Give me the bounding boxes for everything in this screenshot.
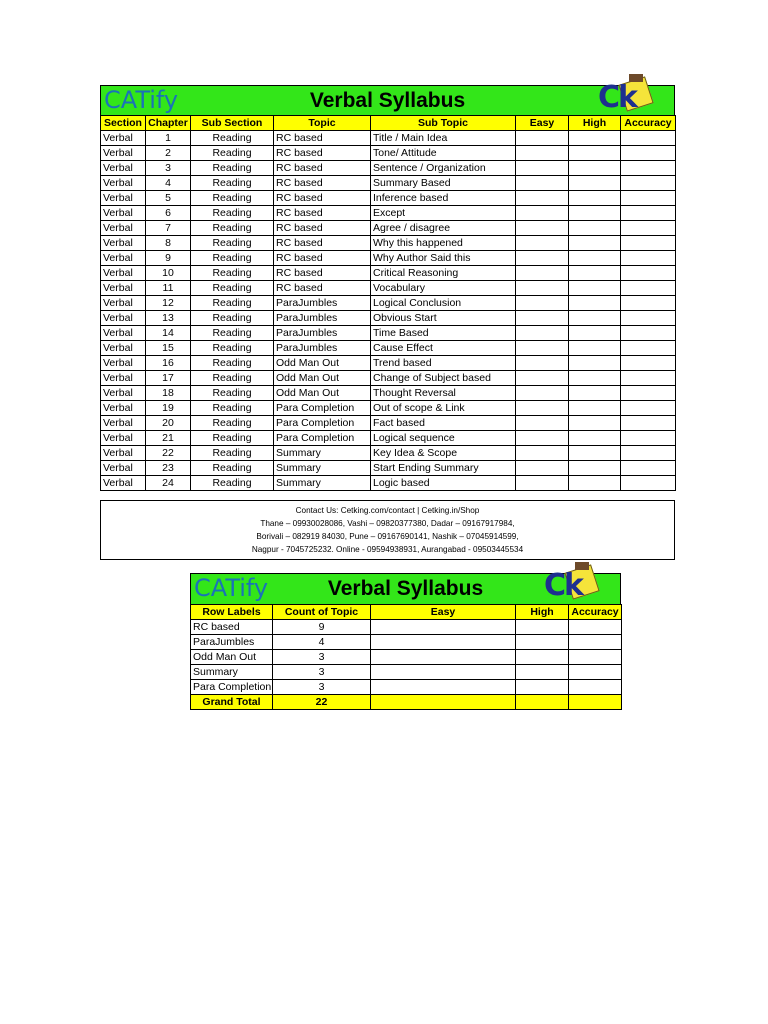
table-cell: Reading xyxy=(191,386,274,401)
table-cell[interactable] xyxy=(569,296,621,311)
table-cell: 24 xyxy=(146,476,191,491)
table-row xyxy=(101,461,676,476)
table-cell: Para Completion xyxy=(274,401,371,416)
column-header: Sub Section xyxy=(191,116,274,131)
table-cell: RC based xyxy=(274,161,371,176)
table-cell: RC based xyxy=(274,221,371,236)
table-cell: Time Based xyxy=(371,326,516,341)
table-cell[interactable] xyxy=(569,266,621,281)
table-cell: Reading xyxy=(191,131,274,146)
table-cell: Verbal xyxy=(101,356,146,371)
sheet-title: Verbal Syllabus xyxy=(309,89,466,112)
table-cell[interactable] xyxy=(516,461,569,476)
table-cell[interactable] xyxy=(516,161,569,176)
table-cell[interactable] xyxy=(621,401,676,416)
table-cell: Verbal xyxy=(101,266,146,281)
table-cell[interactable] xyxy=(569,635,622,650)
table-cell: Verbal xyxy=(101,161,146,176)
table-cell[interactable] xyxy=(516,281,569,296)
table-cell xyxy=(569,695,622,710)
table-cell: Reading xyxy=(191,176,274,191)
table-cell[interactable] xyxy=(569,146,621,161)
grand-total-row xyxy=(191,695,622,710)
table-cell: Verbal xyxy=(101,461,146,476)
table-cell[interactable] xyxy=(516,650,569,665)
table-cell: Reading xyxy=(191,161,274,176)
table-cell: 21 xyxy=(146,431,191,446)
table-cell: Verbal xyxy=(101,281,146,296)
table-cell[interactable] xyxy=(371,635,516,650)
table-cell[interactable] xyxy=(516,635,569,650)
table-cell: Reading xyxy=(191,296,274,311)
table-cell: Verbal xyxy=(101,221,146,236)
syllabus-sheet xyxy=(100,80,675,491)
table-cell: Verbal xyxy=(101,341,146,356)
table-cell: Para Completion xyxy=(191,680,273,695)
column-header: Row Labels xyxy=(191,605,273,620)
table-row xyxy=(101,131,676,146)
table-cell[interactable] xyxy=(516,131,569,146)
table-cell: Reading xyxy=(191,281,274,296)
table-cell[interactable] xyxy=(516,431,569,446)
table-cell[interactable] xyxy=(516,401,569,416)
table-cell[interactable] xyxy=(371,620,516,635)
table-cell: Para Completion xyxy=(274,416,371,431)
table-cell: Verbal xyxy=(101,326,146,341)
table-cell: RC based xyxy=(191,620,273,635)
table-cell: 12 xyxy=(146,296,191,311)
table-cell: 5 xyxy=(146,191,191,206)
table-cell[interactable] xyxy=(569,356,621,371)
table-cell: 10 xyxy=(146,266,191,281)
table-cell[interactable] xyxy=(569,221,621,236)
table-cell[interactable] xyxy=(621,341,676,356)
table-cell: Summary xyxy=(274,476,371,491)
ck-logo-icon: Ck xyxy=(544,562,606,606)
table-cell: Vocabulary xyxy=(371,281,516,296)
table-cell: Tone/ Attitude xyxy=(371,146,516,161)
table-cell[interactable] xyxy=(516,311,569,326)
table-cell: Reading xyxy=(191,221,274,236)
table-cell: 19 xyxy=(146,401,191,416)
table-cell[interactable] xyxy=(621,191,676,206)
table-cell[interactable] xyxy=(569,620,622,635)
table-cell: 7 xyxy=(146,221,191,236)
table-cell: 4 xyxy=(273,635,371,650)
table-cell: RC based xyxy=(274,131,371,146)
table-cell[interactable] xyxy=(621,296,676,311)
table-cell: 15 xyxy=(146,341,191,356)
table-cell[interactable] xyxy=(516,266,569,281)
table-cell[interactable] xyxy=(516,446,569,461)
table-cell[interactable] xyxy=(621,461,676,476)
pivot-banner xyxy=(190,568,621,604)
column-header: Accuracy xyxy=(621,116,676,131)
table-cell[interactable] xyxy=(516,251,569,266)
table-cell: Except xyxy=(371,206,516,221)
table-cell[interactable] xyxy=(569,326,621,341)
table-cell[interactable] xyxy=(516,371,569,386)
table-cell[interactable] xyxy=(516,665,569,680)
table-cell: Logic based xyxy=(371,476,516,491)
table-cell: Summary xyxy=(191,665,273,680)
table-cell: 8 xyxy=(146,236,191,251)
table-cell[interactable] xyxy=(569,311,621,326)
table-cell: ParaJumbles xyxy=(274,326,371,341)
column-header: Section xyxy=(101,116,146,131)
pivot-sheet xyxy=(190,568,621,710)
table-row xyxy=(101,356,676,371)
table-cell[interactable] xyxy=(371,680,516,695)
table-cell[interactable] xyxy=(621,146,676,161)
column-header: Accuracy xyxy=(569,605,622,620)
table-cell: 17 xyxy=(146,371,191,386)
table-cell: Why Author Said this xyxy=(371,251,516,266)
syllabus-table xyxy=(100,115,676,491)
table-cell: RC based xyxy=(274,206,371,221)
table-cell: Reading xyxy=(191,401,274,416)
pivot-title: Verbal Syllabus xyxy=(327,577,484,600)
table-cell: Trend based xyxy=(371,356,516,371)
table-cell: ParaJumbles xyxy=(274,311,371,326)
table-cell: 22 xyxy=(146,446,191,461)
table-cell[interactable] xyxy=(621,176,676,191)
table-cell: Verbal xyxy=(101,251,146,266)
table-cell[interactable] xyxy=(371,650,516,665)
table-row xyxy=(101,326,676,341)
table-cell[interactable] xyxy=(516,146,569,161)
table-cell[interactable] xyxy=(569,416,621,431)
column-header: Easy xyxy=(516,116,569,131)
table-cell: Reading xyxy=(191,251,274,266)
table-cell[interactable] xyxy=(371,665,516,680)
table-cell: Reading xyxy=(191,356,274,371)
table-cell: RC based xyxy=(274,281,371,296)
column-header: Sub Topic xyxy=(371,116,516,131)
table-row xyxy=(191,680,622,695)
table-cell: Verbal xyxy=(101,131,146,146)
table-cell[interactable] xyxy=(516,341,569,356)
table-cell[interactable] xyxy=(516,680,569,695)
column-header: High xyxy=(516,605,569,620)
table-cell[interactable] xyxy=(621,431,676,446)
column-header: High xyxy=(569,116,621,131)
table-row xyxy=(101,296,676,311)
table-cell[interactable] xyxy=(569,176,621,191)
table-cell: 3 xyxy=(273,650,371,665)
table-cell[interactable] xyxy=(516,206,569,221)
table-cell[interactable] xyxy=(569,371,621,386)
table-row xyxy=(191,665,622,680)
table-cell xyxy=(371,695,516,710)
table-cell: 3 xyxy=(273,680,371,695)
column-header: Chapter xyxy=(146,116,191,131)
table-cell: Summary Based xyxy=(371,176,516,191)
table-row xyxy=(101,191,676,206)
table-cell[interactable] xyxy=(621,251,676,266)
table-cell: Verbal xyxy=(101,386,146,401)
table-cell: Verbal xyxy=(101,311,146,326)
table-cell[interactable] xyxy=(516,356,569,371)
table-cell[interactable] xyxy=(621,371,676,386)
table-cell[interactable] xyxy=(621,206,676,221)
table-cell[interactable] xyxy=(621,266,676,281)
brand-logo-text: CATify xyxy=(104,86,179,114)
table-cell: 23 xyxy=(146,461,191,476)
table-cell: Verbal xyxy=(101,476,146,491)
sheet-banner xyxy=(100,80,675,115)
contact-line: Thane – 09930028086, Vashi – 09820377380, Dadar – 09167917984, xyxy=(260,519,515,528)
table-cell: Reading xyxy=(191,191,274,206)
contact-box xyxy=(100,500,675,560)
table-row xyxy=(101,416,676,431)
table-cell: RC based xyxy=(274,146,371,161)
table-cell[interactable] xyxy=(569,386,621,401)
table-cell: Odd Man Out xyxy=(274,371,371,386)
table-row xyxy=(101,371,676,386)
table-cell: ParaJumbles xyxy=(191,635,273,650)
table-cell[interactable] xyxy=(621,476,676,491)
column-header: Count of Topic xyxy=(273,605,371,620)
table-cell: Title / Main Idea xyxy=(371,131,516,146)
table-cell[interactable] xyxy=(621,221,676,236)
table-cell: Verbal xyxy=(101,236,146,251)
table-cell[interactable] xyxy=(516,476,569,491)
table-row xyxy=(101,446,676,461)
table-cell[interactable] xyxy=(621,386,676,401)
table-cell: Reading xyxy=(191,341,274,356)
table-cell: Reading xyxy=(191,266,274,281)
column-header: Topic xyxy=(274,116,371,131)
table-cell: 11 xyxy=(146,281,191,296)
table-row xyxy=(101,251,676,266)
table-row xyxy=(101,311,676,326)
table-cell[interactable] xyxy=(621,446,676,461)
table-cell: 13 xyxy=(146,311,191,326)
table-cell: Inference based xyxy=(371,191,516,206)
table-cell: Reading xyxy=(191,146,274,161)
table-cell[interactable] xyxy=(516,296,569,311)
table-cell: Thought Reversal xyxy=(371,386,516,401)
table-row xyxy=(191,635,622,650)
table-cell[interactable] xyxy=(516,620,569,635)
table-cell[interactable] xyxy=(569,665,622,680)
table-cell: Logical sequence xyxy=(371,431,516,446)
contact-line: Nagpur - 7045725232. Online - 09594938931, Aurangabad - 09503445534 xyxy=(251,545,524,554)
table-cell: Reading xyxy=(191,461,274,476)
table-cell: 20 xyxy=(146,416,191,431)
table-cell[interactable] xyxy=(569,341,621,356)
table-cell[interactable] xyxy=(516,221,569,236)
table-row xyxy=(101,236,676,251)
table-cell: Verbal xyxy=(101,371,146,386)
table-cell[interactable] xyxy=(569,236,621,251)
table-cell: 6 xyxy=(146,206,191,221)
table-row xyxy=(101,266,676,281)
table-cell: Reading xyxy=(191,311,274,326)
table-row xyxy=(101,401,676,416)
table-cell[interactable] xyxy=(569,461,621,476)
table-cell: Reading xyxy=(191,446,274,461)
table-cell[interactable] xyxy=(516,416,569,431)
table-cell[interactable] xyxy=(516,176,569,191)
table-cell: Verbal xyxy=(101,296,146,311)
ck-logo-icon: Ck xyxy=(598,74,660,118)
table-cell[interactable] xyxy=(569,476,621,491)
table-row xyxy=(101,431,676,446)
table-cell: 14 xyxy=(146,326,191,341)
table-cell[interactable] xyxy=(569,191,621,206)
table-cell: 9 xyxy=(273,620,371,635)
table-cell[interactable] xyxy=(569,446,621,461)
contact-line: Contact Us: Cetking.com/contact | Cetking.in/Shop xyxy=(295,506,480,515)
table-cell: Reading xyxy=(191,206,274,221)
table-cell[interactable] xyxy=(621,236,676,251)
table-cell: RC based xyxy=(274,236,371,251)
table-row xyxy=(101,146,676,161)
table-cell[interactable] xyxy=(516,386,569,401)
table-row xyxy=(191,650,622,665)
table-row xyxy=(101,206,676,221)
table-cell: Verbal xyxy=(101,191,146,206)
table-cell: RC based xyxy=(274,266,371,281)
table-row xyxy=(101,476,676,491)
table-cell[interactable] xyxy=(569,650,622,665)
table-cell: 3 xyxy=(273,665,371,680)
table-cell: 1 xyxy=(146,131,191,146)
table-cell[interactable] xyxy=(569,431,621,446)
table-cell[interactable] xyxy=(621,356,676,371)
table-cell: 4 xyxy=(146,176,191,191)
brand-logo-text: CATify xyxy=(194,574,269,602)
table-cell: Agree / disagree xyxy=(371,221,516,236)
table-cell: Verbal xyxy=(101,146,146,161)
table-cell: 3 xyxy=(146,161,191,176)
table-cell: Reading xyxy=(191,236,274,251)
table-cell[interactable] xyxy=(516,191,569,206)
table-cell[interactable] xyxy=(569,680,622,695)
grand-total-label: Grand Total xyxy=(191,695,273,710)
table-row xyxy=(191,620,622,635)
table-cell: Change of Subject based xyxy=(371,371,516,386)
table-cell: Verbal xyxy=(101,431,146,446)
table-cell: Verbal xyxy=(101,416,146,431)
table-cell: Para Completion xyxy=(274,431,371,446)
table-cell[interactable] xyxy=(621,161,676,176)
table-cell: ParaJumbles xyxy=(274,296,371,311)
table-cell: Out of scope & Link xyxy=(371,401,516,416)
table-cell[interactable] xyxy=(621,281,676,296)
table-cell[interactable] xyxy=(621,326,676,341)
table-cell[interactable] xyxy=(569,206,621,221)
table-cell xyxy=(516,695,569,710)
table-cell: RC based xyxy=(274,251,371,266)
table-cell: 16 xyxy=(146,356,191,371)
pivot-table xyxy=(190,604,622,710)
table-cell: Sentence / Organization xyxy=(371,161,516,176)
table-cell: Verbal xyxy=(101,401,146,416)
table-cell: Key Idea & Scope xyxy=(371,446,516,461)
table-cell: RC based xyxy=(274,191,371,206)
table-cell: Start Ending Summary xyxy=(371,461,516,476)
table-cell: Obvious Start xyxy=(371,311,516,326)
contact-line: Borivali – 082919 84030, Pune – 09167690141, Nashik – 07045914599, xyxy=(256,532,519,541)
table-cell: Reading xyxy=(191,371,274,386)
table-cell: Reading xyxy=(191,416,274,431)
table-cell: Summary xyxy=(274,461,371,476)
grand-total-value: 22 xyxy=(273,695,371,710)
table-cell[interactable] xyxy=(621,416,676,431)
table-cell[interactable] xyxy=(621,131,676,146)
table-cell: Verbal xyxy=(101,176,146,191)
table-cell: Reading xyxy=(191,326,274,341)
table-cell: Fact based xyxy=(371,416,516,431)
column-header: Easy xyxy=(371,605,516,620)
table-cell[interactable] xyxy=(569,131,621,146)
table-cell: Odd Man Out xyxy=(274,356,371,371)
table-cell: Odd Man Out xyxy=(274,386,371,401)
table-row xyxy=(101,221,676,236)
table-cell: Logical Conclusion xyxy=(371,296,516,311)
table-cell: Odd Man Out xyxy=(191,650,273,665)
table-cell: Verbal xyxy=(101,446,146,461)
table-cell[interactable] xyxy=(621,311,676,326)
table-cell: Reading xyxy=(191,476,274,491)
table-row xyxy=(101,386,676,401)
table-cell: Summary xyxy=(274,446,371,461)
table-cell[interactable] xyxy=(569,161,621,176)
table-cell[interactable] xyxy=(516,236,569,251)
table-row xyxy=(101,281,676,296)
table-cell: Reading xyxy=(191,431,274,446)
table-cell: 18 xyxy=(146,386,191,401)
table-cell[interactable] xyxy=(569,401,621,416)
table-cell[interactable] xyxy=(569,281,621,296)
table-cell[interactable] xyxy=(516,326,569,341)
table-cell: Verbal xyxy=(101,206,146,221)
table-cell: Cause Effect xyxy=(371,341,516,356)
table-cell: RC based xyxy=(274,176,371,191)
table-row xyxy=(101,341,676,356)
table-cell: 2 xyxy=(146,146,191,161)
table-cell: ParaJumbles xyxy=(274,341,371,356)
table-cell: Critical Reasoning xyxy=(371,266,516,281)
table-cell: 9 xyxy=(146,251,191,266)
table-cell: Why this happened xyxy=(371,236,516,251)
table-row xyxy=(101,161,676,176)
table-row xyxy=(101,176,676,191)
table-cell[interactable] xyxy=(569,251,621,266)
